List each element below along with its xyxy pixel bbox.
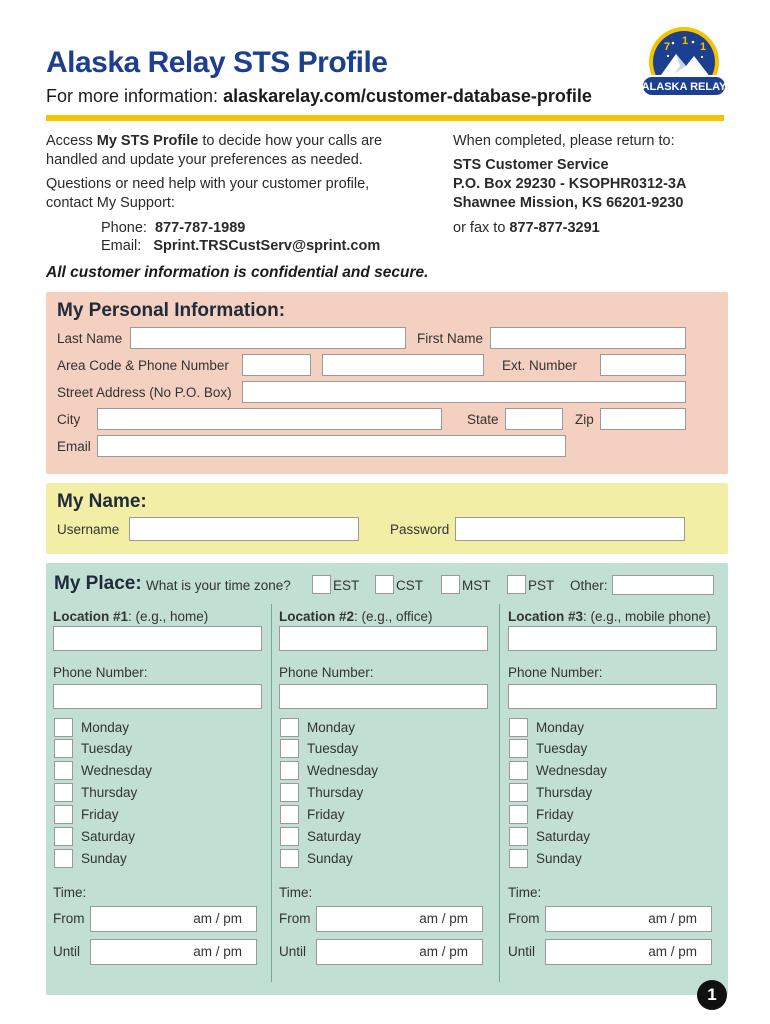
location-2-from-field[interactable]: am / pm [316, 906, 483, 932]
last-name-label: Last Name [57, 331, 123, 346]
password-field[interactable] [455, 517, 685, 541]
username-label: Username [57, 522, 120, 537]
location-1-until-field[interactable]: am / pm [90, 939, 257, 965]
location-3-saturday-label: Saturday [536, 829, 591, 844]
support-phone-value[interactable]: 877-787-1989 [155, 220, 246, 236]
location-3-time-label: Time: [508, 885, 542, 900]
area-code-field[interactable] [242, 354, 311, 376]
tz-est-label: EST [333, 578, 360, 593]
location-3-thursday-label: Thursday [536, 785, 593, 800]
tz-pst-label: PST [528, 578, 555, 593]
location-1-tuesday-checkbox[interactable] [54, 739, 73, 758]
location-1-wednesday-label: Wednesday [81, 763, 153, 778]
location-3-tuesday-label: Tuesday [536, 741, 588, 756]
location-2-friday-label: Friday [307, 807, 345, 822]
street-label: Street Address (No P.O. Box) [57, 385, 232, 400]
location-1-sunday-label: Sunday [81, 851, 127, 866]
tz-cst-label: CST [396, 578, 423, 593]
svg-text:ALASKA RELAY: ALASKA RELAY [641, 81, 727, 93]
location-3-from-field[interactable]: am / pm [545, 906, 712, 932]
tz-pst-checkbox[interactable] [507, 575, 526, 594]
location-2-name-field[interactable] [279, 626, 488, 651]
location-2-until-label: Until [279, 944, 307, 959]
location-1-phone-field[interactable] [53, 684, 262, 709]
location-2-saturday-checkbox[interactable] [280, 827, 299, 846]
return-address: STS Customer Service P.O. Box 29230 - KSOPHR0312-3A Shawnee Mission, KS 66201-9230 [453, 157, 687, 211]
support-phone: Phone: 877-787-1989 [101, 220, 246, 236]
fax-line: or fax to 877-877-3291 [453, 220, 600, 236]
last-name-field[interactable] [130, 327, 406, 349]
location-3-phone-field[interactable] [508, 684, 717, 709]
location-2-phone-label: Phone Number: [279, 665, 374, 680]
location-3-friday-label: Friday [536, 807, 574, 822]
location-2-time-label: Time: [279, 885, 313, 900]
location-3-title: Location #3: (e.g., mobile phone) [508, 609, 711, 624]
tz-other-field[interactable] [612, 575, 714, 595]
personal-info-heading: My Personal Information: [57, 300, 286, 321]
location-1-time-label: Time: [53, 885, 87, 900]
info-prefix: For more information: [46, 86, 224, 106]
tz-cst-checkbox[interactable] [375, 575, 394, 594]
location-3-until-label: Until [508, 944, 536, 959]
my-place-heading: My Place: [54, 573, 142, 594]
zip-label: Zip [575, 412, 594, 427]
confidential-note: All customer information is confidential and secure. [46, 264, 429, 281]
password-label: Password [390, 522, 450, 537]
location-1-friday-checkbox[interactable] [54, 805, 73, 824]
location-2-title: Location #2: (e.g., office) [279, 609, 433, 624]
location-2-sunday-label: Sunday [307, 851, 353, 866]
ext-label: Ext. Number [502, 358, 578, 373]
tz-mst-label: MST [462, 578, 491, 593]
zip-field[interactable] [600, 408, 686, 430]
svg-text:1: 1 [682, 35, 689, 47]
location-1-monday-checkbox[interactable] [54, 718, 73, 737]
location-2-phone-field[interactable] [279, 684, 488, 709]
location-1-until-label: Until [53, 944, 81, 959]
location-2-sunday-checkbox[interactable] [280, 849, 299, 868]
svg-text:1: 1 [700, 41, 707, 53]
first-name-field[interactable] [490, 327, 686, 349]
location-1-thursday-label: Thursday [81, 785, 138, 800]
timezone-question: What is your time zone? [146, 578, 291, 593]
tz-mst-checkbox[interactable] [441, 575, 460, 594]
location-2-wednesday-checkbox[interactable] [280, 761, 299, 780]
location-3-wednesday-label: Wednesday [536, 763, 608, 778]
location-2-tuesday-label: Tuesday [307, 741, 359, 756]
alaska-relay-logo [640, 26, 728, 104]
location-3-saturday-checkbox[interactable] [509, 827, 528, 846]
city-label: City [57, 412, 81, 427]
svg-text:7: 7 [664, 41, 671, 53]
column-divider [271, 604, 272, 982]
info-url-link[interactable]: alaskarelay.com/customer-database-profile [223, 86, 592, 106]
location-3-monday-label: Monday [536, 720, 585, 735]
location-1-saturday-label: Saturday [81, 829, 136, 844]
location-3-sunday-checkbox[interactable] [509, 849, 528, 868]
support-email: Email: Sprint.TRSCustServ@sprint.com [101, 238, 381, 254]
state-label: State [467, 412, 499, 427]
location-1-monday-label: Monday [81, 720, 130, 735]
phone-number-field[interactable] [322, 354, 484, 376]
location-3-phone-label: Phone Number: [508, 665, 603, 680]
location-2-thursday-label: Thursday [307, 785, 364, 800]
location-1-thursday-checkbox[interactable] [54, 783, 73, 802]
email-field[interactable] [97, 435, 566, 457]
location-3-tuesday-checkbox[interactable] [509, 739, 528, 758]
questions-text: Questions or need help with your customer profile, contact My Support: [46, 176, 370, 211]
page-title: Alaska Relay STS Profile [46, 46, 388, 79]
fax-number[interactable]: 877-877-3291 [509, 220, 600, 236]
phone-label: Area Code & Phone Number [57, 358, 229, 373]
city-field[interactable] [97, 408, 442, 430]
location-2-friday-checkbox[interactable] [280, 805, 299, 824]
location-1-from-label: From [53, 911, 85, 926]
location-1-title: Location #1: (e.g., home) [53, 609, 209, 624]
location-2-saturday-label: Saturday [307, 829, 362, 844]
username-field[interactable] [129, 517, 359, 541]
first-name-label: First Name [417, 331, 484, 346]
location-1-wednesday-checkbox[interactable] [54, 761, 73, 780]
location-3-until-field[interactable]: am / pm [545, 939, 712, 965]
location-2-wednesday-label: Wednesday [307, 763, 379, 778]
return-heading: When completed, please return to: [453, 133, 675, 149]
location-3-thursday-checkbox[interactable] [509, 783, 528, 802]
street-field[interactable] [242, 381, 686, 403]
column-divider [499, 604, 500, 982]
location-3-from-label: From [508, 911, 540, 926]
location-1-from-field[interactable]: am / pm [90, 906, 257, 932]
location-2-monday-checkbox[interactable] [280, 718, 299, 737]
title-rule [46, 115, 724, 121]
page-number: 1 [697, 980, 727, 1010]
location-3-name-field[interactable] [508, 626, 717, 651]
location-2-thursday-checkbox[interactable] [280, 783, 299, 802]
location-2-monday-label: Monday [307, 720, 356, 735]
location-2-tuesday-checkbox[interactable] [280, 739, 299, 758]
location-2-from-label: From [279, 911, 311, 926]
location-3-wednesday-checkbox[interactable] [509, 761, 528, 780]
tz-other-label: Other: [570, 578, 608, 593]
ext-field[interactable] [600, 354, 686, 376]
info-line [46, 86, 592, 107]
my-name-heading: My Name: [57, 491, 147, 512]
location-3-sunday-label: Sunday [536, 851, 582, 866]
location-1-name-field[interactable] [53, 626, 262, 651]
state-field[interactable] [505, 408, 563, 430]
tz-est-checkbox[interactable] [312, 575, 331, 594]
location-1-tuesday-label: Tuesday [81, 741, 133, 756]
location-1-friday-label: Friday [81, 807, 119, 822]
access-text: Access My STS Profile to decide how your calls are handled and update your preferences as needed. [46, 133, 383, 168]
location-1-saturday-checkbox[interactable] [54, 827, 73, 846]
location-1-phone-label: Phone Number: [53, 665, 148, 680]
location-3-friday-checkbox[interactable] [509, 805, 528, 824]
location-2-until-field[interactable]: am / pm [316, 939, 483, 965]
email-label: Email [57, 439, 91, 454]
support-email-link[interactable]: Sprint.TRSCustServ@sprint.com [153, 238, 381, 254]
location-1-sunday-checkbox[interactable] [54, 849, 73, 868]
location-3-monday-checkbox[interactable] [509, 718, 528, 737]
